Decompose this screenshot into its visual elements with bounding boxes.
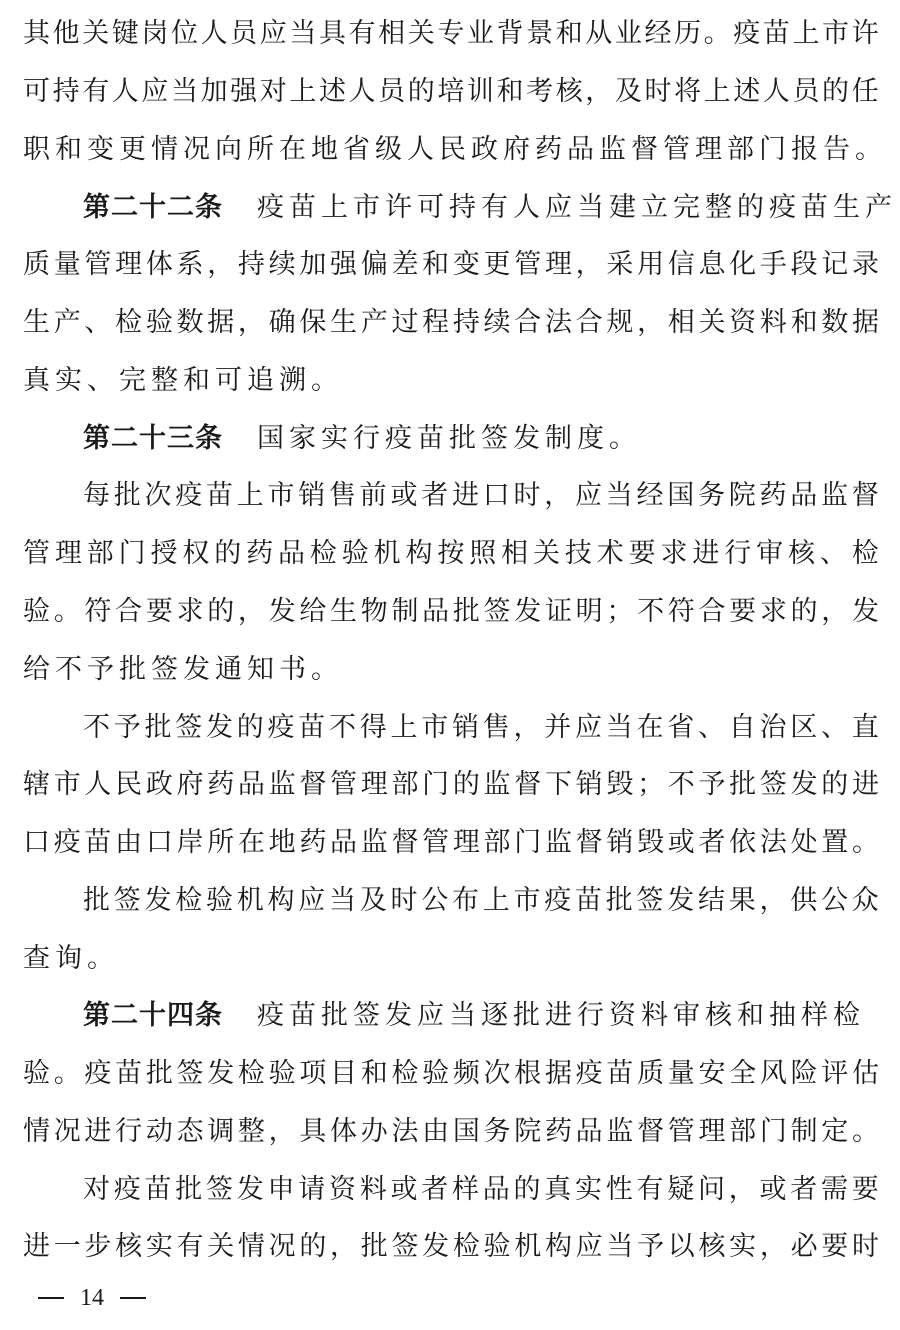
text-line: 批 签 发 检 验 机 构 应 当 及 时 公 布 上 市 疫 苗 批 签 发 结 果 ， 供 公 众: [83, 885, 879, 916]
text-line: 真实、完整和可追溯。: [23, 365, 343, 396]
text-line: 对 疫 苗 批 签 发 申 请 资 料 或 者 样 品 的 真 实 性 有 疑 问 ， 或 者 需 要: [83, 1174, 879, 1205]
article-first-line: 疫苗批签发应当逐批进行资料审核和抽样检: [257, 1000, 865, 1031]
article-number: 第二十三条: [83, 423, 223, 454]
text-line: 每 批 次 疫 苗 上 市 销 售 前 或 者 进 口 时 ， 应 当 经 国 务 院 药 品 监 督: [83, 480, 879, 511]
text-line: 质 量 管 理 体 系 ， 持 续 加 强 偏 差 和 变 更 管 理 ， 采 用 信 息 化 手 段 记 录: [23, 249, 879, 280]
article-23-heading-line: [83, 419, 879, 459]
text-line: 给不予批签发通知书。: [23, 654, 343, 685]
article-22-heading-line: [83, 188, 897, 228]
text-line: 生 产 、 检 验 数 据 ， 确 保 生 产 过 程 持 续 合 法 合 规 ， 相 关 资 料 和 数 据: [23, 307, 879, 338]
text-line: 职和变更情况向所在地省级人民政府药品监督管理部门报告。: [23, 134, 887, 165]
text-line: 可 持 有 人 应 当 加 强 对 上 述 人 员 的 培 训 和 考 核 ， 及 时 将 上 述 人 员 的 任: [23, 76, 879, 107]
article-first-line: 国家实行疫苗批签发制度。: [257, 423, 641, 454]
text-line: 口 疫 苗 由 口 岸 所 在 地 药 品 监 督 管 理 部 门 监 督 销 毁 或 者 依 法 处 置 。: [23, 827, 879, 858]
text-line: 验 。 疫 苗 批 签 发 检 验 项 目 和 检 验 频 次 根 据 疫 苗 质 量 安 全 风 险 评 估: [23, 1058, 879, 1089]
text-line: 查询。: [23, 943, 119, 974]
article-number: 第二十二条: [83, 192, 223, 223]
text-line: 其 他 关 键 岗 位 人 员 应 当 具 有 相 关 专 业 背 景 和 从 业 经 历 。 疫 苗 上 市 许: [23, 18, 879, 49]
text-line: 验 。 符 合 要 求 的 ， 发 给 生 物 制 品 批 签 发 证 明 ； 不 符 合 要 求 的 ， 发: [23, 596, 879, 627]
article-24-heading-line: [83, 996, 879, 1036]
text-line: 进 一 步 核 实 有 关 情 况 的 ， 批 签 发 检 验 机 构 应 当 予 以 核 实 ， 必 要 时: [23, 1231, 879, 1262]
article-first-line: 疫苗上市许可持有人应当建立完整的疫苗生产: [257, 192, 897, 223]
text-line: 不 予 批 签 发 的 疫 苗 不 得 上 市 销 售 ， 并 应 当 在 省 、 自 治 区 、 直: [83, 712, 879, 743]
page-footer: [38, 1283, 146, 1313]
text-line: 管 理 部 门 授 权 的 药 品 检 验 机 构 按 照 相 关 技 术 要 求 进 行 审 核 、 检: [23, 538, 879, 569]
footer-dash-right: [120, 1297, 146, 1299]
footer-dash-left: [38, 1297, 64, 1299]
article-number: 第二十四条: [83, 1000, 223, 1031]
page-number: 14: [80, 1284, 104, 1311]
text-line: 辖 市 人 民 政 府 药 品 监 督 管 理 部 门 的 监 督 下 销 毁 ； 不 予 批 签 发 的 进: [23, 769, 879, 800]
text-line: 情 况 进 行 动 态 调 整 ， 具 体 办 法 由 国 务 院 药 品 监 督 管 理 部 门 制 定 。: [23, 1116, 879, 1147]
